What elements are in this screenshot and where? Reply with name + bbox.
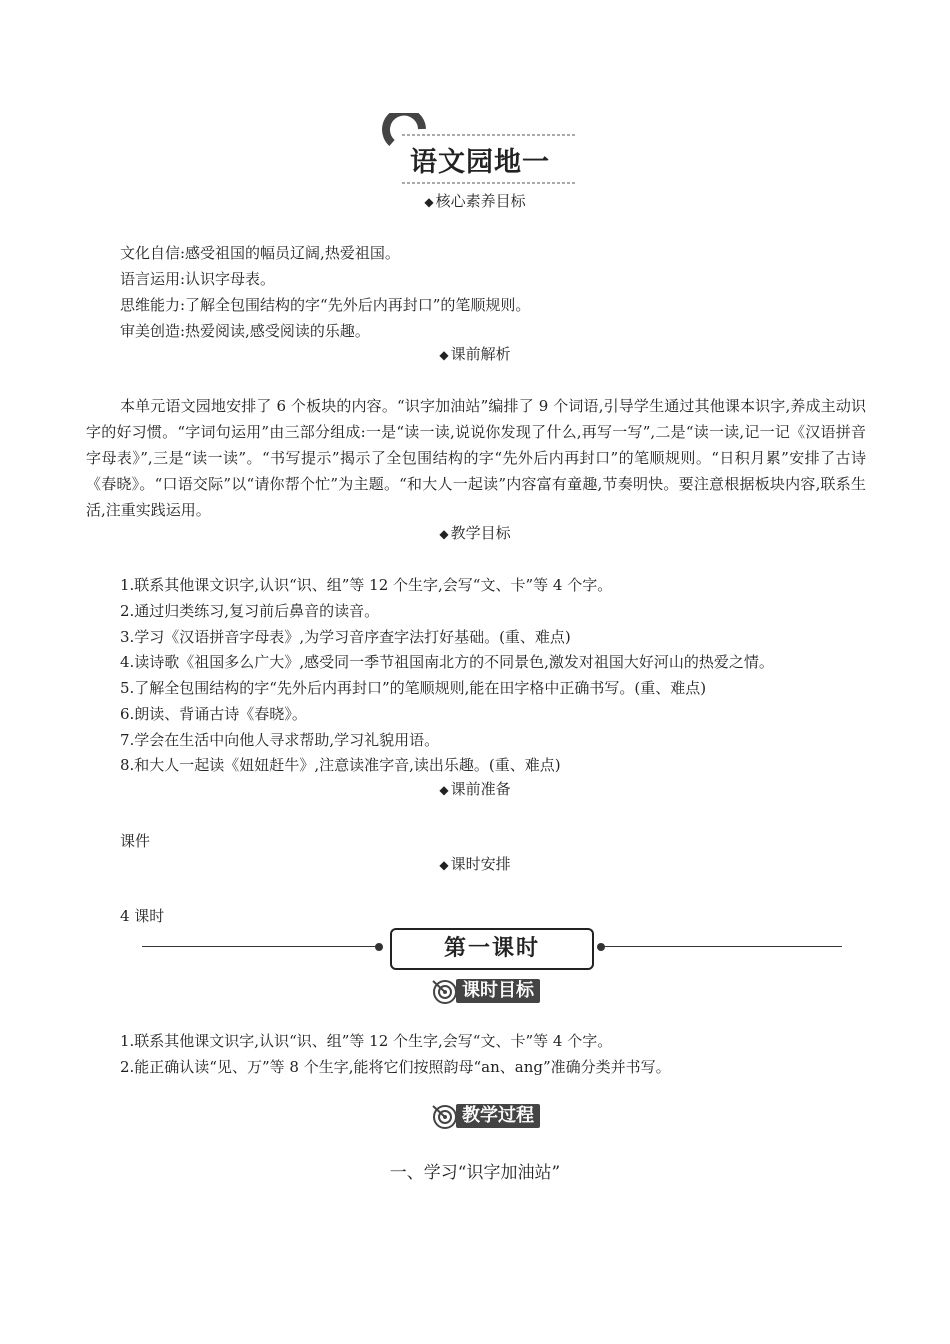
section-teaching-goals: ◆ 教学目标 [439, 524, 511, 542]
core-goal: 语言运用:认识字母表。 [120, 270, 276, 288]
diamond-icon: ◆ [439, 783, 449, 797]
core-goal: 文化自信:感受祖国的幅员辽阔,热爱祖国。 [120, 244, 400, 262]
analysis-paragraph: 本单元语文园地安排了 6 个板块的内容。“识字加油站”编排了 9 个词语,引导学生通过其他课本识字,养成主动识字的好习惯。“字词句运用”由三部分组成:一是“读一读,说说你发现了什么,再写一写”,二是“读一读,记一记《汉语拼音字母表》”,三是“读一读”。“书写提示”揭示了全包围结构的字“先外后内再封口”的笔顺规则。“日积月累”安排了古诗《春晓》。“口语交际”以“请你帮个忙”为主题。“和大人一起读”内容富有童趣,节奏明快。要注意根据板块内容,联系生活,注重实践运用。 [86, 397, 866, 519]
banner-dot-right [594, 940, 608, 954]
diamond-icon: ◆ [439, 348, 449, 362]
section-analysis: ◆ 课前解析 [439, 345, 511, 363]
page-title: 语文园地一 [410, 147, 550, 178]
section-core-goals: ◆ 核心素养目标 [424, 192, 526, 210]
core-goal: 审美创造:热爱阅读,感受阅读的乐趣。 [120, 322, 370, 340]
banner-rule-right [598, 946, 842, 947]
diamond-icon: ◆ [439, 858, 449, 872]
teaching-goal: 2.通过归类练习,复习前后鼻音的读音。 [120, 602, 380, 620]
banner-dot-left [372, 940, 386, 954]
lesson-goal: 2.能正确认读“见、万”等 8 个生字,能将它们按照韵母“an、ang”准确分类并书写。 [120, 1058, 671, 1076]
lesson-goal: 1.联系其他课文识字,认识“识、组”等 12 个生字,会写“文、卡”等 4 个字。 [120, 1032, 613, 1050]
section-schedule: ◆ 课时安排 [439, 855, 511, 873]
preparation-text: 课件 [120, 832, 151, 850]
lesson-banner: 第一课时 [390, 928, 594, 970]
diamond-icon: ◆ [439, 527, 449, 541]
teaching-goal: 5.了解全包围结构的字“先外后内再封口”的笔顺规则,能在田字格中正确书写。(重、难点) [120, 679, 707, 697]
process-label: 教学过程 [456, 1104, 540, 1128]
banner-rule-left [142, 946, 382, 947]
process-heading: 一、学习“识字加油站” [389, 1163, 561, 1183]
lesson-goals-label: 课时目标 [456, 979, 540, 1003]
section-preparation: ◆ 课前准备 [439, 780, 511, 798]
teaching-goal: 3.学习《汉语拼音字母表》,为学习音序查字法打好基础。(重、难点) [120, 628, 571, 646]
core-goal: 思维能力:了解全包围结构的字“先外后内再封口”的笔顺规则。 [120, 296, 531, 314]
teaching-goal: 7.学会在生活中向他人寻求帮助,学习礼貌用语。 [120, 731, 440, 749]
schedule-text: 4 课时 [120, 907, 165, 925]
teaching-goal: 6.朗读、背诵古诗《春晓》。 [120, 705, 307, 723]
diamond-icon: ◆ [424, 195, 434, 209]
teaching-goal: 4.读诗歌《祖国多么广大》,感受同一季节祖国南北方的不同景色,激发对祖国大好河山的热爱之情。 [120, 653, 774, 671]
teaching-goal: 8.和大人一起读《妞妞赶牛》,注意读准字音,读出乐趣。(重、难点) [120, 756, 561, 774]
teaching-goal: 1.联系其他课文识字,认识“识、组”等 12 个生字,会写“文、卡”等 4 个字。 [120, 576, 613, 594]
